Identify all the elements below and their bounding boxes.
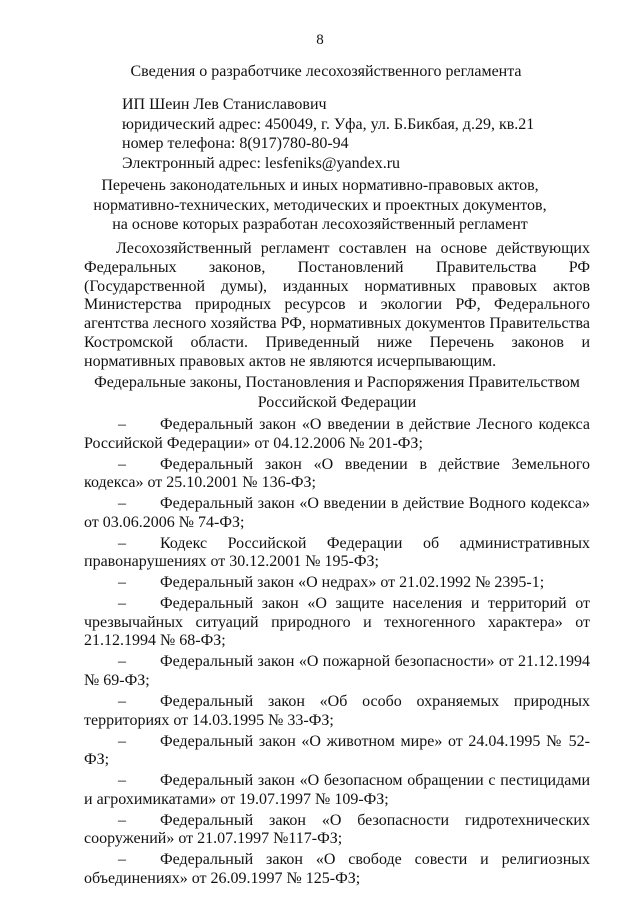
list-dash: – [118, 455, 126, 473]
list-item: – Федеральный закон «О безопасном обращении с пестицидами и агрохимикатами» от 19.07.1997 № 109-ФЗ; [84, 772, 590, 808]
list-dash: – [118, 416, 126, 433]
developer-heading: Сведения о разработчике лесохозяйственного регламента [130, 63, 522, 80]
list-dash: – [118, 534, 126, 552]
laws-list [84, 416, 590, 891]
list-item: – Федеральный закон «Об особо охраняемых природных территориях от 14.03.1995 № 33-ФЗ; [84, 693, 590, 729]
list-dash: – [118, 574, 126, 592]
list-item: – Федеральный закон «О защите населения и территорий от чрезвычайных ситуаций природного и техногенного характера» от 21.12.1994 № 68-ФЗ; [84, 595, 590, 650]
developer-info [122, 95, 592, 173]
list-heading: Перечень законодательных и иных нормативно-правовых актов, нормативно-технических, методических и проектных документов, на основе которых разработан лесохозяйственный регламент [93, 177, 547, 233]
intro-paragraph [84, 240, 590, 372]
list-item: – Федеральный закон «О безопасности гидротехнических сооружений» от 21.07.1997 №117-ФЗ; [84, 811, 590, 848]
list-item: – Федеральный закон «О введении в действие Лесного кодекса Российской Федерации» от 04.12.2006 № 201-ФЗ; [84, 416, 590, 452]
list-dash: – [118, 595, 126, 613]
list-dash: – [118, 851, 126, 869]
list-item: – Федеральный закон «О пожарной безопасности» от 21.12.1994 № 69-ФЗ; [84, 653, 590, 690]
developer-phone: номер телефона: 8(917)780-80-94 [122, 135, 349, 152]
developer-address: юридический адрес: 450049, г. Уфа, ул. Б.Бикбая, д.29, кв.21 [122, 115, 535, 133]
list-dash: – [118, 693, 126, 711]
list-item: – Кодекс Российской Федерации об административных правонарушениях от 30.12.2001 № 195-ФЗ; [84, 534, 590, 571]
list-dash: – [118, 732, 126, 750]
developer-email: Электронный адрес: lesfeniks@yandex.ru [122, 154, 401, 172]
laws-section-heading: Федеральные законы, Постановления и Распоряжения Правительством Российской Федерации [94, 374, 580, 411]
list-item: – Федеральный закон «О животном мире» от 24.04.1995 № 52-ФЗ; [84, 732, 590, 769]
developer-name: ИП Шеин Лев Станиславович [122, 96, 327, 113]
page-number: 8 [316, 32, 324, 48]
list-item: – Федеральный закон «О свободе совести и религиозных объединениях» от 26.09.1997 № 125-ФЗ; [84, 851, 590, 887]
list-item: – Федеральный закон «О введении в действие Земельного кодекса» от 25.10.2001 № 136-ФЗ; [84, 455, 590, 492]
list-item: – Федеральный закон «О недрах» от 21.02.1992 № 2395-1; [84, 574, 590, 593]
list-item: – Федеральный закон «О введении в действие Водного кодекса» от 03.06.2006 № 74-ФЗ; [84, 495, 590, 531]
list-dash: – [118, 811, 126, 829]
list-dash: – [118, 653, 126, 671]
list-dash: – [118, 772, 126, 790]
list-dash: – [118, 495, 126, 513]
intro-text: Лесохозяйственный регламент составлен на основе действующих Федеральных законов, Постановлений Правительства РФ (Государственной думы), изданных нормативных правовых актов Министерства природных ресурсов и экологии РФ, Федерального агентства лесного хозяйства РФ, нормативных документов Правительства Костромской области. Приведенный ниже Перечень законов и нормативных правовых актов не являются исчерпывающим. [84, 240, 590, 370]
